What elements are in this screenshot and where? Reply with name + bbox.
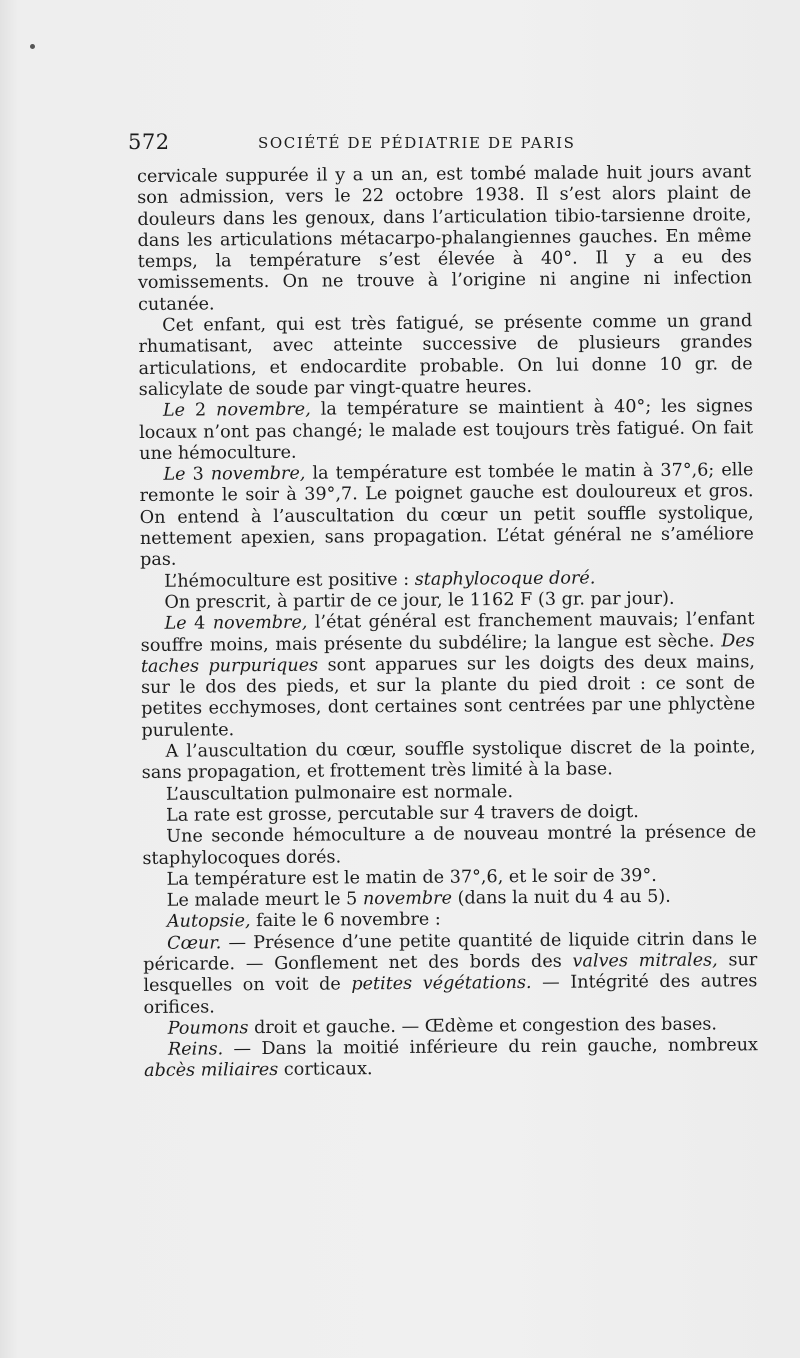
text-segment: 2 (184, 400, 217, 421)
text-segment: sur lesquelles on voit de (143, 950, 758, 997)
italic-text: novembre, (212, 612, 308, 634)
italic-text: valves mitrales, (572, 950, 718, 972)
text-segment: 3 (185, 464, 211, 485)
text-segment: corticaux. (278, 1059, 373, 1081)
text-segment: La température est le matin de 37°,6, et le soir de 39°. (166, 865, 657, 890)
italic-text: novembre, (216, 399, 311, 421)
italic-text: petites végétations. (351, 973, 532, 995)
page-number: 572 (128, 130, 170, 154)
italic-text: Des taches purpuriques (140, 630, 755, 677)
running-head: SOCIÉTÉ DE PÉDIATRIE DE PARIS (258, 134, 576, 152)
paragraph (144, 1035, 758, 1082)
text-segment: l’état général est franchement mauvais; l’enfant souffre moins, mais présente du subdélire; la langue est sèche. (140, 609, 755, 656)
paragraph (141, 609, 756, 742)
italic-text: Le (164, 613, 187, 635)
text-segment: la température se maintient à 40°; les signes locaux n’ont pas changé; le malade est toujours très fatigué. On fait une hémoculture. (139, 396, 754, 464)
text-segment: L’auscultation pulmonaire est normale. (165, 781, 514, 805)
italic-text: Le (162, 400, 186, 422)
paragraph (142, 822, 756, 869)
text-segment: L’hémoculture est positive : (164, 569, 415, 592)
italic-text: Cœur. (167, 933, 222, 954)
paragraph (142, 737, 756, 784)
italic-text: Reins. (167, 1039, 224, 1060)
paragraph (143, 929, 758, 1019)
italic-text: Le (163, 464, 186, 485)
page-header (128, 130, 768, 160)
paragraph (139, 460, 754, 571)
text-segment: Le malade meurt le 5 (166, 889, 364, 911)
text-segment: (dans la nuit du 4 au 5). (451, 886, 671, 909)
text-segment: — Présence d’une petite quantité de liquide citrin dans le péricarde. — Gonflement net des bords des (143, 928, 758, 975)
text-segment: — Dans la moitié inférieure du rein gauche, nombreux (223, 1035, 758, 1060)
text-segment: Une seconde hémoculture a de nouveau montré la présence de staphylocoques dorés. (142, 822, 757, 869)
italic-text: abcès miliaires (144, 1060, 279, 1082)
text-segment: 4 (186, 613, 213, 634)
italic-text: Autopsie, (166, 911, 251, 933)
italic-text: staphylocoque doré. (414, 568, 596, 590)
text-segment: On prescrit, à partir de ce jour, le 1162 F (3 gr. par jour). (164, 588, 675, 613)
text-segment: cervicale suppurée il y a un an, est tombé malade huit jours avant son admission, vers le 22 octobre 1938. Il s’est alors plaint de douleurs dans les genoux, dans l’articulation tibio-tarsienne droite, dans les articulations métacarpo-phalangiennes gauches. En même temps, la température s’est élevée à 40°. Il y a eu des vomissements. On ne trouve à l’origine ni angine ni infection cutanée. (137, 162, 752, 315)
text-segment: — Intégrité des autres orifices. (143, 971, 758, 1018)
paragraph (139, 396, 753, 465)
body-text (137, 162, 758, 1083)
text-segment: sont apparues sur les doigts des deux mains, sur le dos des pieds, et sur la plante du pied droit : ce sont de petites ecchymoses, dont certaines sont centrées par une phlyctène purulente. (141, 651, 756, 741)
text-segment: A l’auscultation du cœur, souffle systolique discret de la pointe, sans propagation, et frottement très limité à la base. (141, 737, 756, 784)
paragraph (138, 311, 753, 401)
italic-text: novembre (362, 888, 453, 910)
margin-speck (30, 44, 35, 49)
italic-text: novembre, (210, 463, 306, 485)
text-segment: la température est tombée le matin à 37°,6; elle remonte le soir à 39°,7. Le poignet gauche est douloureux et gros. On entend à l’auscultation du cœur un petit souffle systolique, nettement apexien, sans propagation. L’état général ne s’améliore pas. (139, 460, 754, 571)
text-segment: La rate est grosse, percutable sur 4 travers de doigt. (166, 801, 639, 826)
italic-text: Poumons (167, 1018, 249, 1039)
paragraph (137, 162, 752, 316)
text-segment: Cet enfant, qui est très fatigué, se présente comme un grand rhumatisant, avec atteinte successive de plusieurs grandes articulations, et endocardite probable. On lui donne 10 gr. de salicylate de soude par vingt-quatre heures. (138, 311, 753, 400)
text-segment: droit et gauche. — Œdème et congestion des bases. (248, 1014, 718, 1039)
text-segment: faite le 6 novembre : (250, 910, 441, 932)
